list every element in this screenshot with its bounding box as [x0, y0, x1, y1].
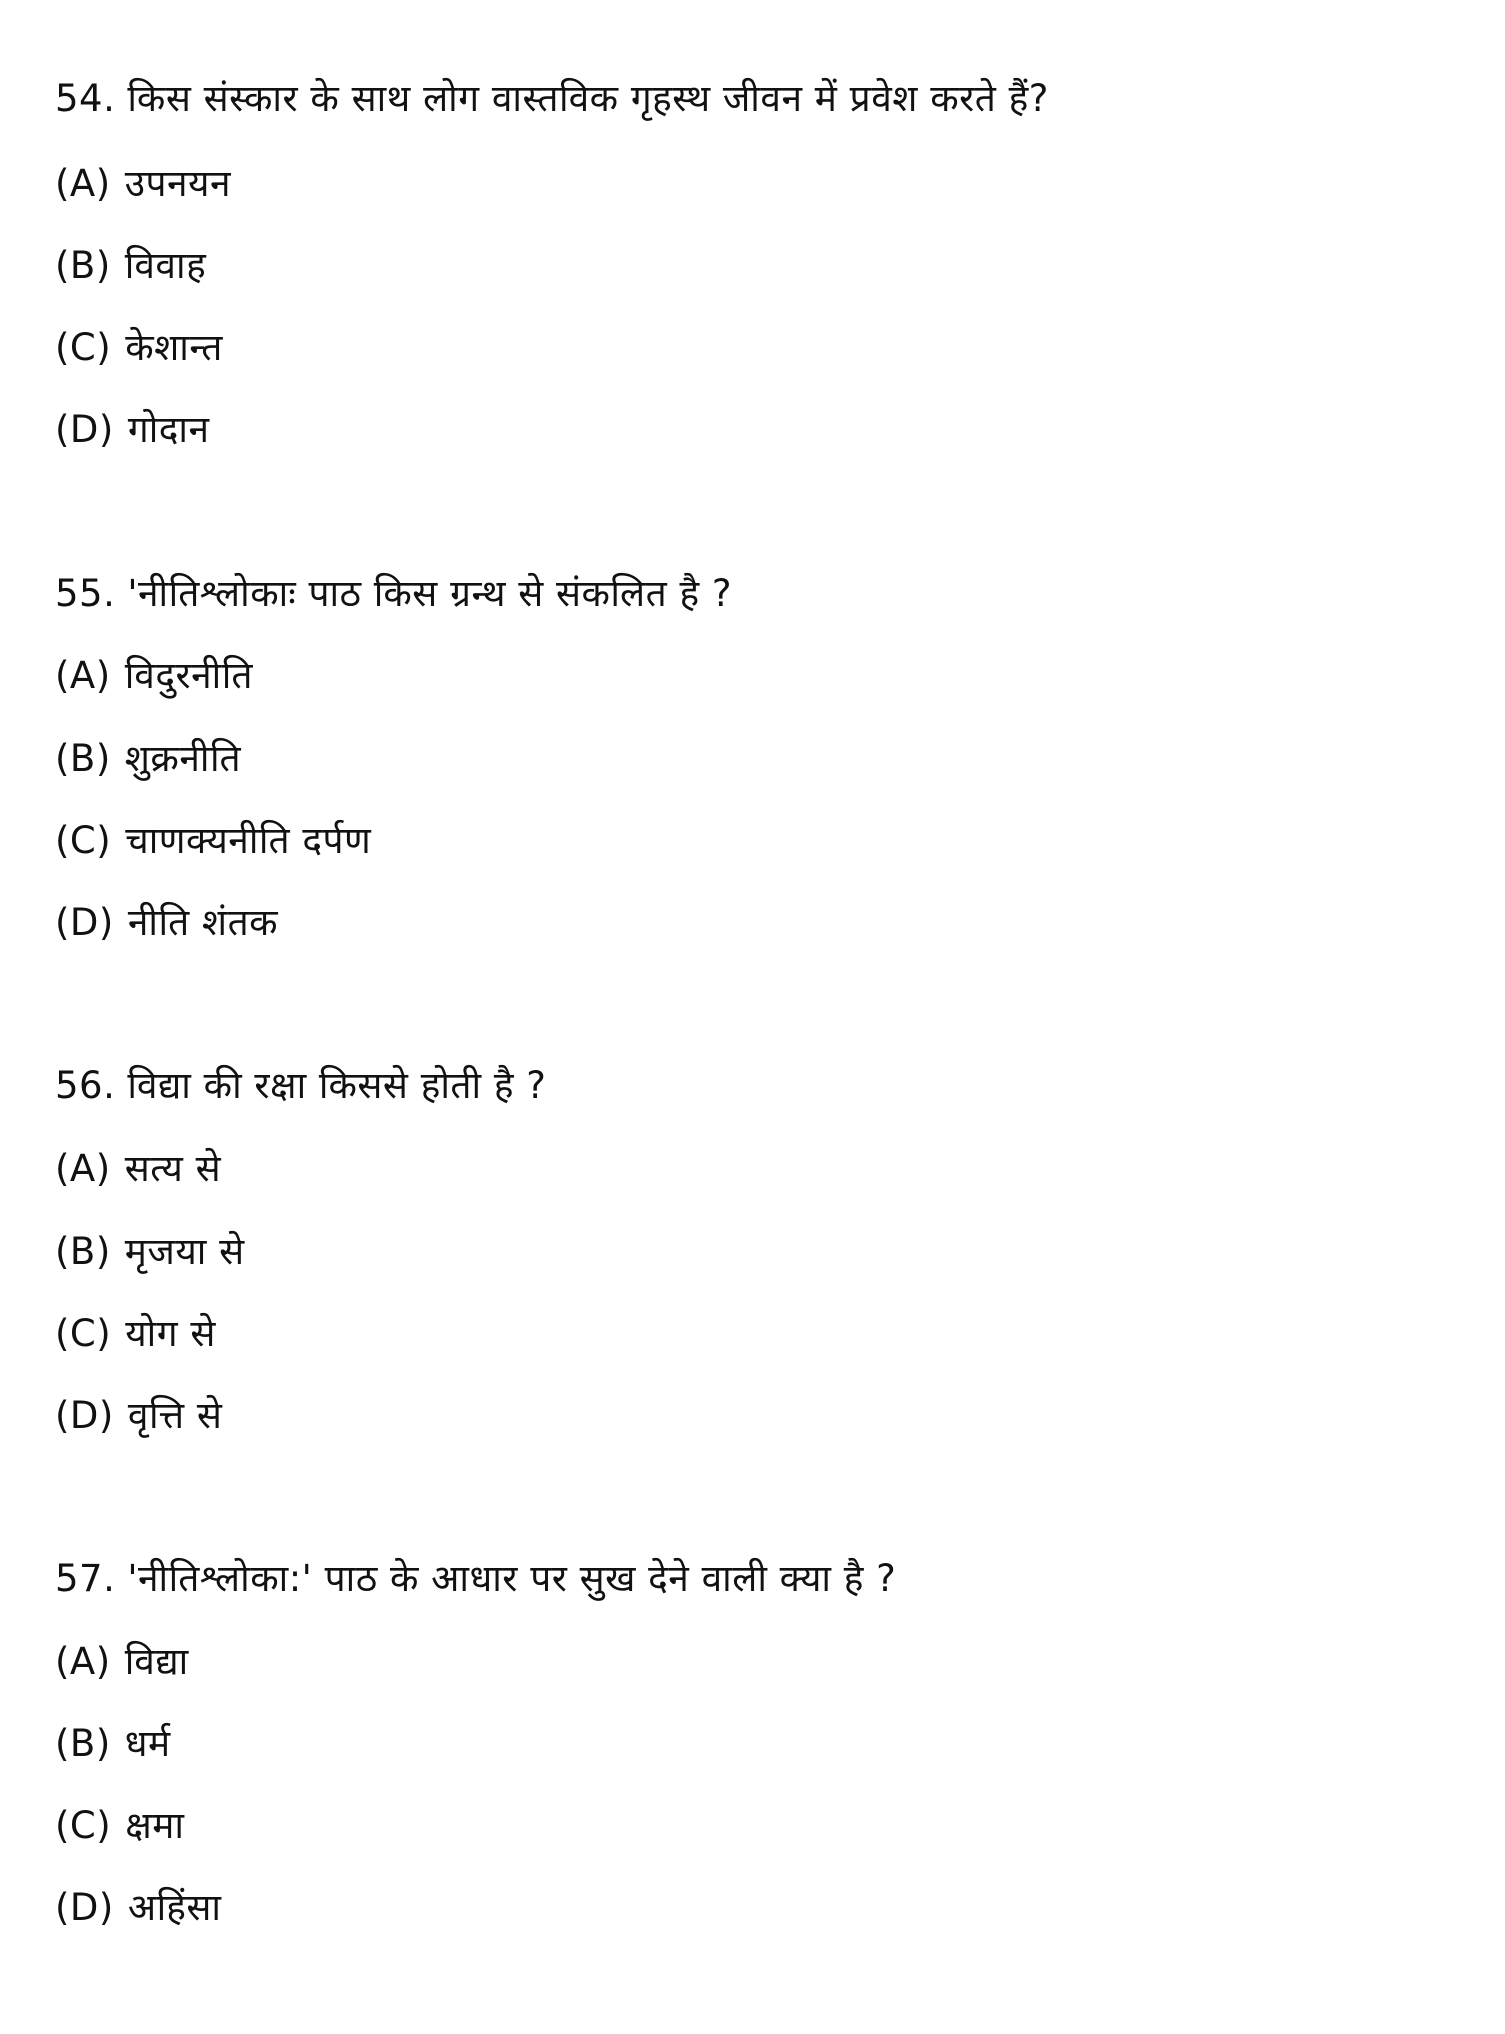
question-57 [55, 1555, 896, 1603]
option-key: (A) [55, 1147, 111, 1190]
option-text: गोदान [127, 408, 210, 451]
option-key: (B) [55, 737, 111, 780]
option-text: सत्य से [124, 1147, 222, 1190]
option-text: विद्या [124, 1640, 189, 1683]
question-number: 57. [55, 1557, 116, 1600]
option-56-b [55, 1228, 245, 1276]
option-57-b [55, 1720, 171, 1768]
option-key: (D) [55, 1394, 114, 1437]
option-key: (C) [55, 1312, 112, 1355]
option-54-a [55, 160, 231, 208]
option-55-a [55, 652, 253, 700]
option-key: (D) [55, 1886, 114, 1929]
option-text: योग से [125, 1312, 216, 1355]
option-55-d [55, 899, 278, 947]
option-key: (A) [55, 162, 111, 205]
option-54-d [55, 406, 210, 454]
option-text: क्षमा [125, 1804, 185, 1847]
option-text: वृत्ति से [127, 1394, 223, 1437]
option-57-c [55, 1802, 184, 1850]
option-key: (D) [55, 901, 114, 944]
option-54-c [55, 324, 223, 372]
option-57-d [55, 1884, 221, 1932]
option-text: मृजया से [124, 1230, 245, 1273]
option-text: शुक्रनीति [124, 737, 242, 780]
option-key: (B) [55, 1230, 111, 1273]
option-key: (A) [55, 654, 111, 697]
option-text: विवाह [124, 244, 207, 287]
question-number: 54. [55, 77, 116, 120]
option-text: चाणक्यनीति दर्पण [125, 819, 372, 862]
option-key: (C) [55, 819, 112, 862]
option-key: (B) [55, 1722, 111, 1765]
question-text: विद्या की रक्षा किससे होती है ? [127, 1064, 547, 1107]
option-text: नीति शंतक [127, 901, 279, 944]
option-text: केशान्त [125, 326, 223, 369]
question-54 [55, 75, 1049, 123]
option-54-b [55, 242, 206, 290]
question-number: 55. [55, 572, 116, 615]
option-text: विदुरनीति [124, 654, 253, 697]
question-number: 56. [55, 1064, 116, 1107]
option-55-b [55, 735, 241, 783]
option-key: (D) [55, 408, 114, 451]
option-text: अहिंसा [127, 1886, 222, 1929]
option-text: उपनयन [124, 162, 232, 205]
option-key: (C) [55, 1804, 112, 1847]
option-text: धर्म [124, 1722, 171, 1765]
question-56 [55, 1062, 546, 1110]
question-text: किस संस्कार के साथ लोग वास्तविक गृहस्थ जीवन में प्रवेश करते हैं? [127, 77, 1049, 120]
option-56-a [55, 1145, 221, 1193]
option-57-a [55, 1638, 189, 1686]
option-key: (B) [55, 244, 111, 287]
question-text: 'नीतिश्लोकाः पाठ किस ग्रन्थ से संकलित है ? [127, 572, 733, 615]
option-55-c [55, 817, 371, 865]
option-key: (A) [55, 1640, 111, 1683]
question-55 [55, 570, 732, 618]
question-text: 'नीतिश्लोका:' पाठ के आधार पर सुख देने वाली क्या है ? [127, 1557, 897, 1600]
option-56-d [55, 1392, 222, 1440]
option-56-c [55, 1310, 216, 1358]
option-key: (C) [55, 326, 112, 369]
